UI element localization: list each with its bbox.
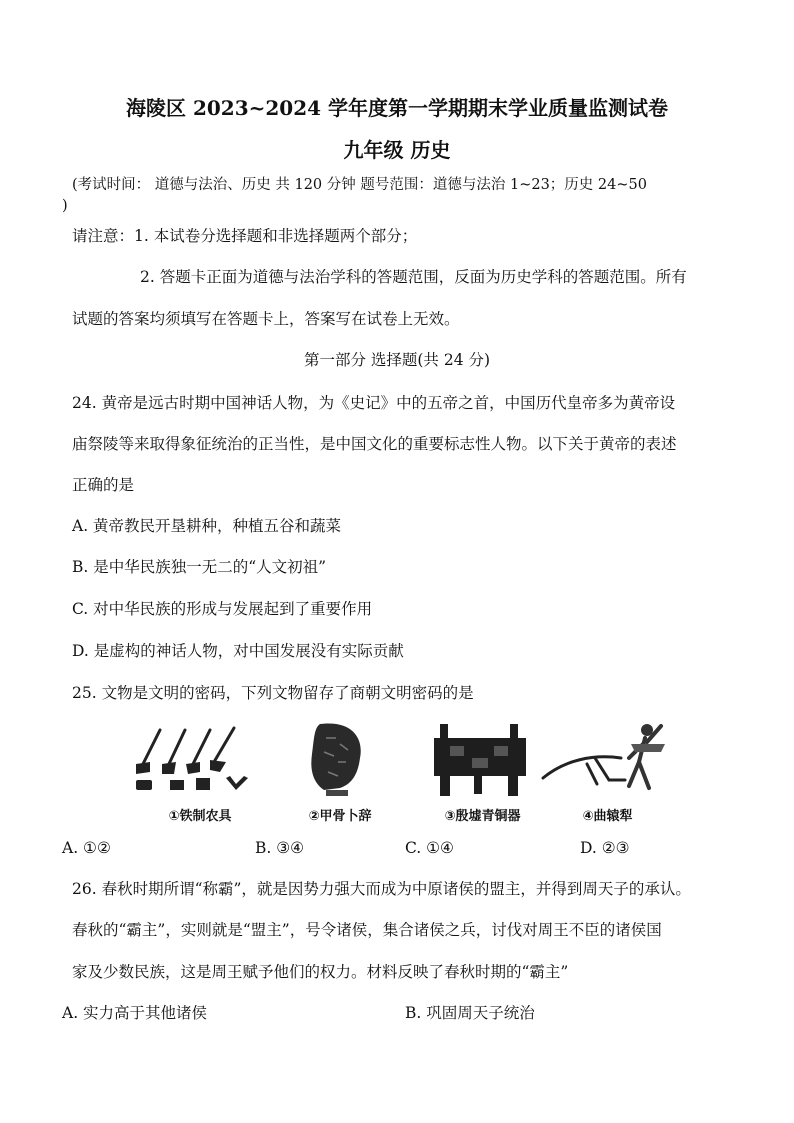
section-title: 第一部分 选择题(共 24 分) <box>303 351 491 369</box>
figure-oracle-bone <box>280 718 400 824</box>
q24-stem-line1: 24. 黄帝是远古时期中国神话人物，为《史记》中的五帝之首，中国历代皇帝多为黄帝设 <box>72 394 676 412</box>
caption-2: ②甲骨卜辞 <box>308 809 372 824</box>
q24-option-d: D. 是虚构的神话人物，对中国发展没有实际贡献 <box>72 642 404 660</box>
bronze-ding-image <box>420 718 545 798</box>
q26-stem-line2: 春秋的“霸主”，实则就是“盟主”，号令诸侯，集合诸侯之兵，讨伐对周王不臣的诸侯国 <box>72 921 662 939</box>
q24-option-b: B. 是中华民族独一无二的“人文初祖” <box>72 558 327 576</box>
q26-stem-line3: 家及少数民族，这是周王赋予他们的权力。材料反映了春秋时期的“霸主” <box>72 963 569 981</box>
q25-option-b: B. ③④ <box>255 839 305 857</box>
q25-option-d: D. ②③ <box>580 839 630 857</box>
q24-option-a: A. 黄帝教民开垦耕种，种植五谷和蔬菜 <box>72 517 342 535</box>
figure-bronze-ware <box>420 718 545 824</box>
caption-4: ④曲辕犁 <box>582 809 633 824</box>
figure-curved-plow <box>535 718 680 824</box>
figure-iron-tools <box>130 718 270 824</box>
iron-tools-image <box>130 718 270 798</box>
q25-artifact-figures <box>130 718 770 824</box>
note-line-3: 试题的答案均须填写在答题卡上，答案写在试卷上无效。 <box>72 310 460 328</box>
q26-option-b: B. 巩固周天子统治 <box>405 1004 535 1022</box>
q25-option-a: A. ①② <box>62 839 111 857</box>
note-line-1: 请注意：1. 本试卷分选择题和非选择题两个部分； <box>72 227 418 245</box>
q24-stem-line3: 正确的是 <box>72 476 135 494</box>
q26-option-a: A. 实力高于其他诸侯 <box>62 1004 208 1022</box>
q25-option-c: C. ①④ <box>405 839 454 857</box>
curved-plow-image <box>535 718 680 798</box>
q24-option-c: C. 对中华民族的形成与发展起到了重要作用 <box>72 600 373 618</box>
q26-stem-line1: 26. 春秋时期所谓“称霸”，就是因势力强大而成为中原诸侯的盟主，并得到周天子的承认。 <box>72 880 691 898</box>
note-line-2: 2. 答题卡正面为道德与法治学科的答题范围，反面为历史学科的答题范围。所有 <box>140 268 687 286</box>
oracle-bone-image <box>280 718 400 798</box>
exam-subtitle: 九年级 历史 <box>343 138 451 162</box>
q24-stem-line2: 庙祭陵等来取得象征统治的正当性，是中国文化的重要标志性人物。以下关于黄帝的表述 <box>72 435 677 453</box>
exam-info-line2: ) <box>62 198 68 214</box>
exam-info-line1: (考试时间： 道德与法治、历史 共 120 分钟 题号范围：道德与法治 1~23；历史 24~50 <box>72 177 647 193</box>
caption-1: ①铁制农具 <box>168 809 232 824</box>
q25-stem: 25. 文物是文明的密码，下列文物留存了商朝文明密码的是 <box>72 684 474 702</box>
exam-title: 海陵区 2023~2024 学年度第一学期期末学业质量监测试卷 <box>125 96 668 120</box>
caption-3: ③殷墟青铜器 <box>444 809 521 824</box>
